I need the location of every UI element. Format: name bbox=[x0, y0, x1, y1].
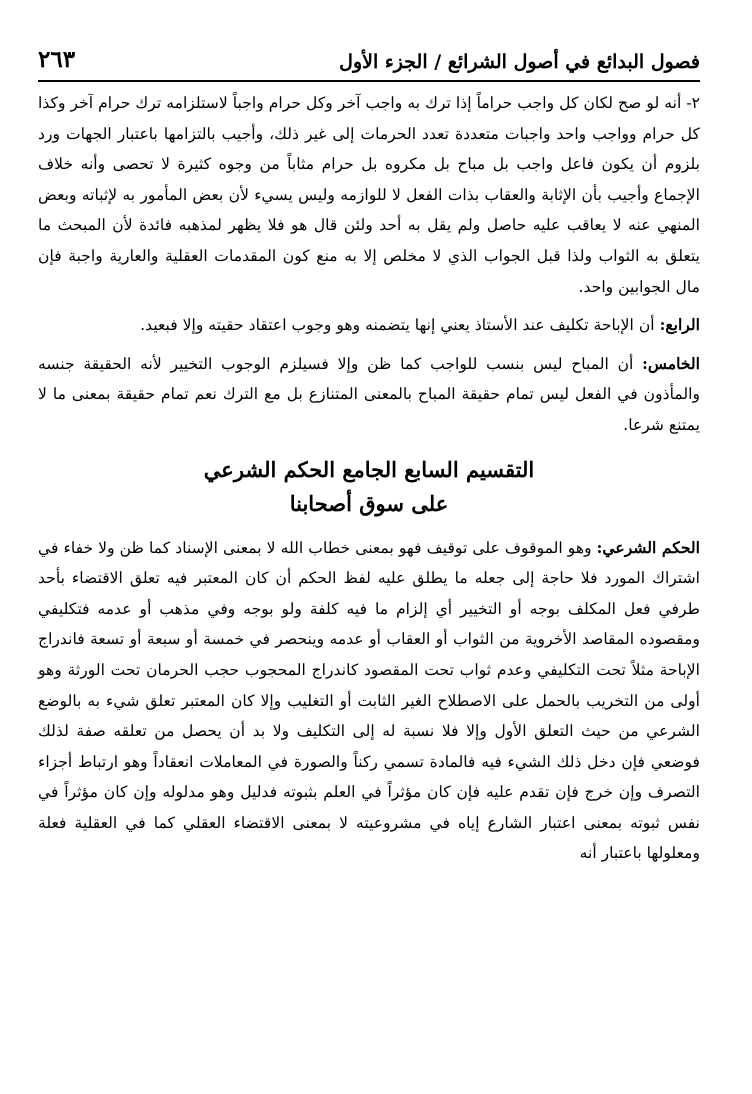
paragraph-text: ٢- أنه لو صح لكان كل واجب حراماً إذا ترك به واجب آخر وكل حرام واجباً لاستلزامه ترك حرام آخر وكذا كل حرام وواجب واحد واجبات متعددة تعدد الحرمات إلى غير ذلك، وأجيب بالتزامها باعتبار الجهات ورد بلزوم أن يكون فاعل واجب بل مباح بل مكروه بل حرام مثاباً من وجوه كثيرة لا تحصى وأنه خلاف الإجماع وأجيب بأن الإثابة والعقاب بذات الفعل لا للوازمه وليس يسيء لأن بعض المأمور به لإثباته وبعض المنهي عنه لا يعاقب عليه حاصل ولم يقل به أحد ولئن قال هو فلا يظهر لمذهبه فائدة لأن المبحث ما يتعلق به الثواب ولذا قبل الجواب الذي لا مخلص إلا به منع كون المقدمات العقلية والعارية واجبة فإن مال الجوابين واحد. bbox=[38, 94, 700, 296]
paragraph-lead: الرابع: bbox=[659, 315, 700, 335]
paragraph-text: أن المباح ليس بنسب للواجب كما ظن وإلا فسيلزم الوجوب التخيير لأنه الحقيقة جنسه والمأذون في الفعل ليس تمام حقيقة المباح بالمعنى المتنازع بل مع الترك نعم تمام حقيقة بمعنى ما لا يمتنع شرعا. bbox=[38, 354, 700, 434]
page-number: ٢٦٣ bbox=[38, 46, 76, 74]
page-header bbox=[38, 30, 700, 74]
paragraph-lead: الخامس: bbox=[642, 353, 700, 373]
section-heading: التقسيم السابع الجامع الحكم الشرعي bbox=[203, 456, 535, 482]
paragraph-legal-ruling bbox=[38, 533, 700, 870]
paragraph-fifth bbox=[38, 349, 700, 441]
paragraph-text: أن الإباحة تكليف عند الأستاذ يعني إنها يتضمنه وهو وجوب اعتقاد حقيته وإلا فبعيد. bbox=[140, 316, 660, 335]
header-rule bbox=[38, 80, 700, 82]
page-body bbox=[38, 88, 700, 869]
section-subheading: على سوق أصحابنا bbox=[289, 490, 449, 516]
paragraph-text: وهو الموقوف على توقيف فهو بمعنى خطاب الله لا بمعنى الإسناد كما ظن ولا خفاء في اشتراك المورد فلا حاجة إلى جعله ما يطلق عليه لفظ الحكم أن كان المعتبر فيه تعلق الاقتضاء بأحد طرفي فعل المكلف بوجه أو التخيير أي إلزام ما فيه كلفة ولو بوجه وفي مذهب أو عدمه فتكليفي ومقصوده المقاصد الأخروية من الثواب أو العقاب أو عدمه وينحصر في خمسة أو سبعة أو تسعة فاندراج الإباحة مثلاً تحت التكليفي وعدم ثواب تحت المقصود كاندراج المحجوب حجب الحرمان تحت الورثة وهو أولى من التخريب بالحمل على الاصطلاح الغير الثابت أو التغليب وإلا كان المعتبر تعلق شيء به بالوضع الشرعي من حيث التعلق الأول وإلا فلا نسبة له إلى التكليف ولا بد أن يحصل من تعلقه صفة لذلك فوضعي فإن دخل ذلك الشيء فيه فالمادة تسمي ركناً والصورة في المعاملات انعقاداً وهو ارتباط أجزاء التصرف وإن خرج فإن تقدم عليه فإن كان مؤثراً في العلم بثبوته فدليل وهو مدلوله وإن كان مؤثراً في نفس ثبوته بمعنى اعتبار الشارع إياه في مشروعيته لا بمعنى الاقتضاء العقلي كما في العقلية فعلة ومعلولها باعتبار أنه bbox=[38, 538, 700, 863]
paragraph-second-argument bbox=[38, 88, 700, 302]
paragraph-lead: الحكم الشرعي: bbox=[596, 537, 701, 557]
paragraph-fourth bbox=[38, 310, 700, 341]
running-title: فصول البدائع في أصول الشرائع / الجزء الأول bbox=[339, 51, 700, 74]
